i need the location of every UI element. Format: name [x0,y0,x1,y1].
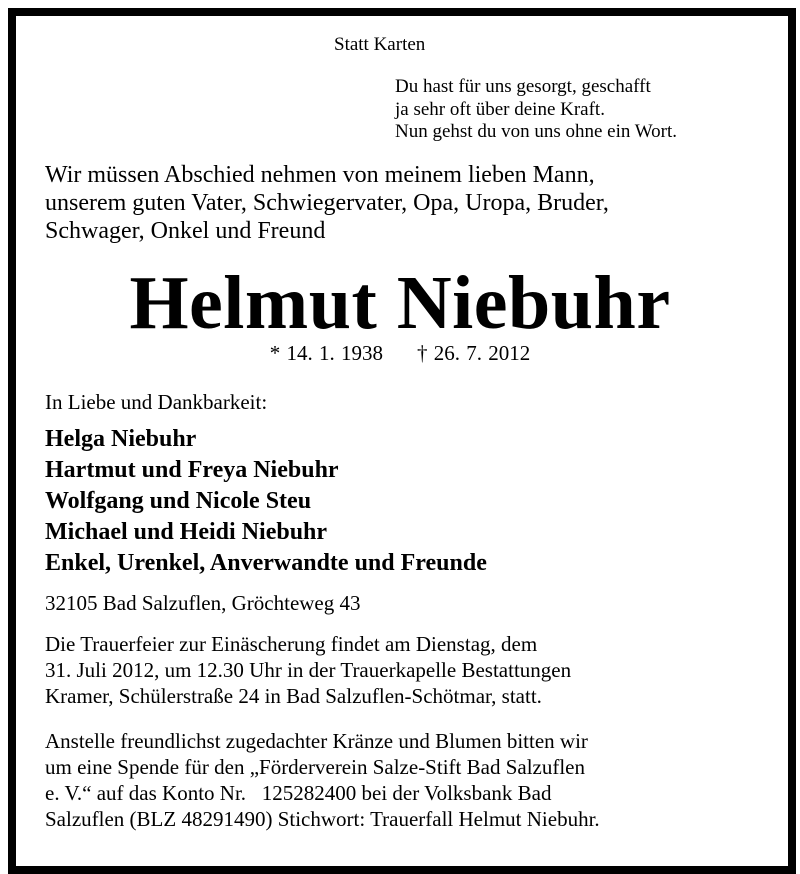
intro-line: unserem guten Vater, Schwiegervater, Opa, Uropa, Bruder, [45,190,609,216]
intro-line: Schwager, Onkel und Freund [45,218,326,244]
mourner-name: Michael und Heidi Niebuhr [45,519,328,545]
paragraph-line: Kramer, Schülerstraße 24 in Bad Salzuflen-Schötmar, statt. [45,684,542,708]
mourners-list [45,424,487,579]
paragraph-line: Die Trauerfeier zur Einäscherung findet am Dienstag, dem [45,632,538,656]
address: 32105 Bad Salzuflen, Gröchteweg 43 [45,591,361,615]
paragraph-line: 31. Juli 2012, um 12.30 Uhr in der Trauerkapelle Bestattungen [45,658,572,682]
life-dates [0,341,800,366]
donation-paragraph [45,728,600,832]
paragraph-line: Salzuflen (BLZ 48291490) Stichwort: Trauerfall Helmut Niebuhr. [45,807,600,831]
birth-date: * 14. 1. 1938 [269,341,383,365]
mourner-name: Helga Niebuhr [45,426,197,452]
paragraph-line: e. V.“ auf das Konto Nr. 125282400 bei der Volksbank Bad [45,781,552,805]
funeral-paragraph [45,631,571,709]
poem-line: ja sehr oft über deine Kraft. [395,98,605,120]
intro-line: Wir müssen Abschied nehmen von meinem lieben Mann, [45,162,595,188]
mourner-name: Hartmut und Freya Niebuhr [45,457,339,483]
poem [395,76,677,144]
deceased-name: Helmut Niebuhr [129,261,671,345]
poem-line: Nun gehst du von uns ohne ein Wort. [395,121,678,142]
poem-line: Du hast für uns gesorgt, geschafft [395,76,651,97]
paragraph-line: Anstelle freundlichst zugedachter Kränze und Blumen bitten wir [45,729,588,753]
mourner-name: Wolfgang und Nicole Steu [45,488,312,514]
header-text: Statt Karten [334,34,426,55]
mourner-name: Enkel, Urenkel, Anverwandte und Freunde [45,550,487,576]
paragraph-line: um eine Spende für den „Förderverein Salze-Stift Bad Salzuflen [45,755,585,779]
intro-text [45,161,609,245]
death-date: † 26. 7. 2012 [417,341,531,365]
thanks-line: In Liebe und Dankbarkeit: [45,390,268,414]
